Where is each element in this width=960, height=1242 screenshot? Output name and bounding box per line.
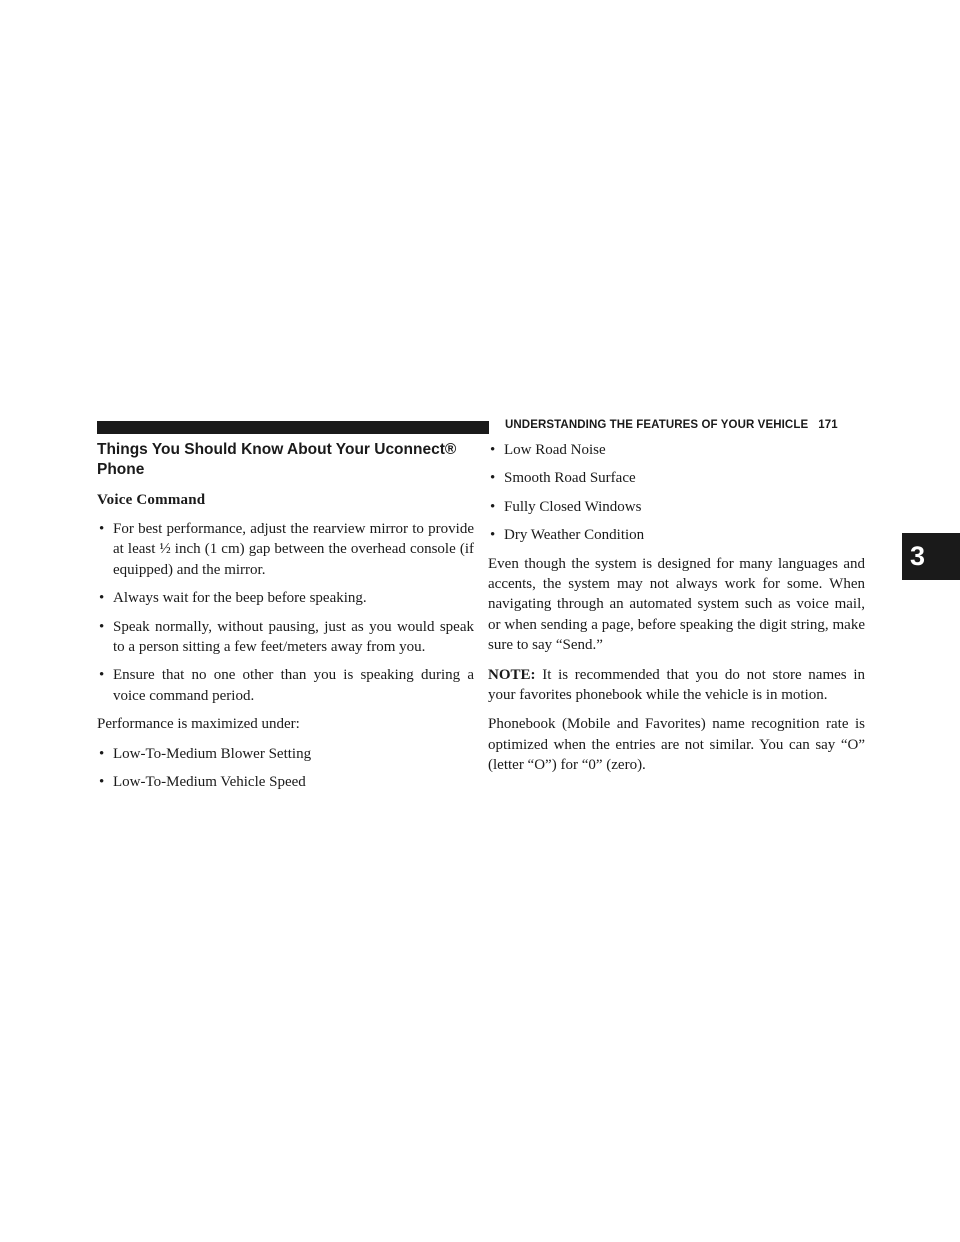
list-item-text: Low-To-Medium Blower Setting — [113, 745, 312, 762]
bullet-icon: • — [99, 667, 105, 684]
list-item-text: Speak normally, without pausing, just as you would speak to a person sitting a few feet/meters away from you. — [113, 618, 474, 656]
header-title: UNDERSTANDING THE FEATURES OF YOUR VEHICLE — [505, 419, 809, 431]
page-number: 171 — [818, 419, 838, 431]
left-column — [97, 440, 474, 800]
note-label: NOTE: — [488, 666, 536, 683]
list-item-text: Ensure that no one other than you is speaking during a voice command period. — [113, 667, 474, 704]
list-item — [97, 665, 474, 706]
bullet-icon: • — [99, 618, 105, 635]
list-item-text: Fully Closed Windows — [504, 498, 642, 515]
list-item — [97, 772, 474, 792]
right-column — [488, 440, 865, 785]
conditions-list — [488, 440, 865, 546]
list-item-text: Dry Weather Condition — [504, 527, 645, 544]
list-item-text: Smooth Road Surface — [504, 470, 636, 487]
header-rule — [97, 421, 489, 434]
list-item-text: Low-To-Medium Vehicle Speed — [113, 774, 306, 791]
list-item — [488, 525, 865, 545]
note-text: It is recommended that you do not store names in your favorites phonebook while the vehicle is in motion. — [488, 666, 865, 704]
list-item — [97, 519, 474, 580]
voice-command-list — [97, 519, 474, 706]
list-item — [488, 497, 865, 517]
bullet-icon: • — [99, 590, 105, 607]
bullet-icon: • — [490, 470, 496, 487]
bullet-icon: • — [490, 527, 496, 544]
performance-list — [97, 744, 474, 793]
list-item — [488, 468, 865, 488]
performance-intro: Performance is maximized under: — [97, 716, 300, 733]
bullet-icon: • — [490, 442, 496, 458]
languages-paragraph: Even though the system is designed for many languages and accents, the system may not always work for some. When navigating through an automated system such as voice mail, or when sending a page, before speaking the digit string, make sure to say “Send.” — [488, 555, 865, 654]
list-item-text: Low Road Noise — [504, 442, 606, 458]
list-item-text: Always wait for the beep before speaking. — [113, 590, 367, 607]
phonebook-paragraph: Phonebook (Mobile and Favorites) name recognition rate is optimized when the entries are not similar. You can say “O” (letter “O”) for “0” (zero). — [488, 716, 865, 774]
chapter-tab: 3 — [902, 533, 960, 580]
list-item — [97, 617, 474, 658]
list-item — [488, 440, 865, 460]
note-paragraph — [488, 665, 865, 706]
list-item-text: For best performance, adjust the rearview mirror to provide at least ½ inch (1 cm) gap between the overhead console (if equipped) and the mirror. — [113, 521, 474, 578]
bullet-icon: • — [99, 745, 105, 762]
subhead-voice-command: Voice Command — [97, 492, 206, 508]
list-item — [97, 588, 474, 608]
section-title: Things You Should Know About Your Uconnect® Phone — [97, 441, 457, 478]
running-header — [505, 419, 838, 431]
bullet-icon: • — [490, 498, 496, 515]
bullet-icon: • — [99, 521, 105, 537]
list-item — [97, 744, 474, 764]
bullet-icon: • — [99, 774, 105, 791]
